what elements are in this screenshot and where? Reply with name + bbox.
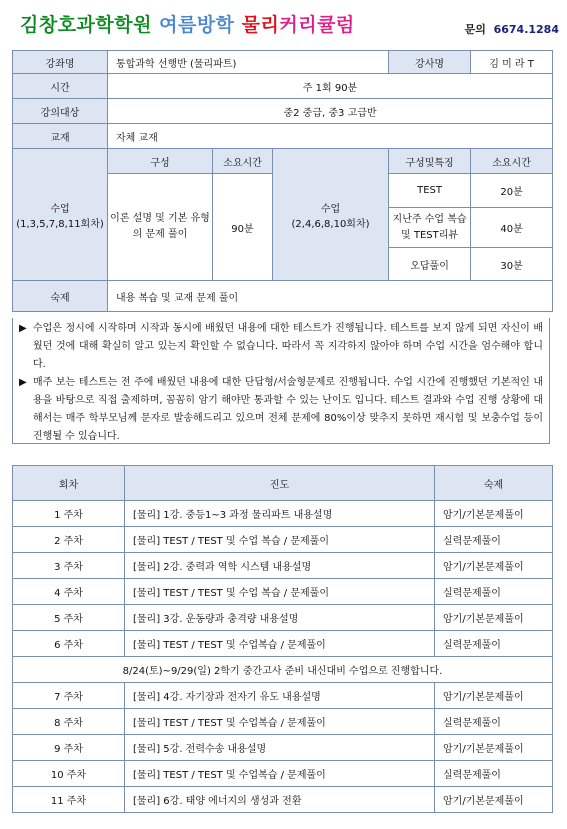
note-2-text: 매주 보는 테스트는 전 주에 배웠던 내용에 대한 단답형/서술형문제로 진행됩니다. 수업 시간에 진행했던 기본적인 내용을 바탕으로 직접 출제하며, 꼼꼼히 암기 해야만 통과할 수 있는 난이도 입니다. 테스트 결과와 수업 진행 상황에 대해서는 매주 학부모님께 문자로 발송해드리고 있으며 전체 문제에 80%이상 맞추지 못하면 재시험 및 보충수업 등이 진행될 수 있습니다. [33, 377, 543, 442]
class-b-time-header: 소요시간 [471, 149, 553, 174]
time-label: 시간 [13, 74, 108, 99]
table-row [13, 579, 553, 605]
note-1-text: 수업은 정시에 시작하며 시작과 동시에 배웠던 내용에 대한 테스트가 진행됩니다. 테스트를 보지 않게 되면 자신이 배웠던 것에 대해 확실히 알고 있는지 확인할 수 없습니다. 따라서 꼭 지각하지 않아야 하며 수업 시간을 엄수해야 합니다. [33, 323, 543, 370]
contact-label: 문의 [464, 23, 486, 36]
progress-cell: [물리] TEST / TEST 및 수업 복습 / 문제풀이 [125, 527, 435, 553]
progress-cell: [물리] 4강. 자기장과 전자기 유도 내용설명 [125, 683, 435, 709]
course-label: 강좌명 [13, 51, 108, 74]
homework-cell: 암기/기본문제풀이 [435, 735, 553, 761]
class-a-comp-value: 이론 설명 및 기본 유형의 문제 풀이 [108, 174, 213, 281]
progress-cell: [물리] 5강. 전력수송 내용설명 [125, 735, 435, 761]
bullet-icon: ▶ [19, 323, 27, 334]
week-cell: 9 주차 [13, 735, 125, 761]
class-b-comp-wrong: 오답풀이 [389, 248, 471, 281]
table-row [13, 683, 553, 709]
week-cell: 2 주차 [13, 527, 125, 553]
week-cell: 7 주차 [13, 683, 125, 709]
page-header [0, 0, 567, 50]
break-notice: 8/24(토)~9/29(일) 2학기 중간고사 준비 내신대비 수업으로 진행합니다. [13, 657, 553, 683]
class-b-comp-test: TEST [389, 174, 471, 208]
course-value: 통합과학 선행반 (물리파트) [108, 51, 389, 74]
header-homework: 숙제 [435, 466, 553, 501]
course-info-table [12, 50, 553, 312]
class-a-comp-header: 구성 [108, 149, 213, 174]
material-value: 자체 교재 [108, 124, 553, 149]
week-cell: 8 주차 [13, 709, 125, 735]
class-a-time-value: 90분 [213, 174, 273, 281]
page-title [20, 10, 355, 37]
teacher-label: 강사명 [389, 51, 471, 74]
note-2 [13, 374, 549, 446]
week-cell: 1 주차 [13, 501, 125, 527]
table-row [13, 605, 553, 631]
class-a-time-header: 소요시간 [213, 149, 273, 174]
progress-cell: [물리] 1강. 중등1~3 과정 물리파트 내용설명 [125, 501, 435, 527]
note-1 [13, 320, 549, 374]
notes-box [12, 318, 550, 444]
homework-cell: 실력문제풀이 [435, 709, 553, 735]
homework-cell: 실력문제풀이 [435, 579, 553, 605]
schedule-table [12, 465, 553, 813]
week-cell: 6 주차 [13, 631, 125, 657]
week-cell: 3 주차 [13, 553, 125, 579]
class-b-time-review: 40분 [471, 208, 553, 248]
homework-label: 숙제 [13, 281, 108, 312]
table-row [13, 761, 553, 787]
class-b-comp-review: 지난주 수업 복습 및 TEST리뷰 [389, 208, 471, 248]
homework-cell: 암기/기본문제풀이 [435, 553, 553, 579]
header-progress: 진도 [125, 466, 435, 501]
progress-cell: [물리] TEST / TEST 및 수업복습 / 문제풀이 [125, 709, 435, 735]
table-row [13, 527, 553, 553]
table-row [13, 553, 553, 579]
progress-cell: [물리] 6강. 태양 에너지의 생성과 전환 [125, 787, 435, 813]
class-b-label: 수업 [320, 203, 341, 215]
progress-cell: [물리] TEST / TEST 및 수업복습 / 문제풀이 [125, 761, 435, 787]
material-label: 교재 [13, 124, 108, 149]
table-row [13, 787, 553, 813]
homework-cell: 암기/기본문제풀이 [435, 683, 553, 709]
homework-value: 내용 복습 및 교재 문제 풀이 [108, 281, 553, 312]
class-b-time-test: 20분 [471, 174, 553, 208]
week-cell: 4 주차 [13, 579, 125, 605]
class-b-comp-header: 구성및특징 [389, 149, 471, 174]
week-cell: 11 주차 [13, 787, 125, 813]
class-b-time-wrong: 30분 [471, 248, 553, 281]
class-b-cell [273, 149, 389, 281]
homework-cell: 암기/기본문제풀이 [435, 787, 553, 813]
homework-cell: 실력문제풀이 [435, 527, 553, 553]
header-week: 회차 [13, 466, 125, 501]
title-season: 여름방학 [159, 14, 235, 36]
progress-cell: [물리] TEST / TEST 및 수업복습 / 문제풀이 [125, 631, 435, 657]
contact-number: 6674.1284 [493, 23, 559, 36]
table-row [13, 501, 553, 527]
title-academy: 김창호과학학원 [20, 14, 152, 36]
homework-cell: 실력문제풀이 [435, 631, 553, 657]
title-subject: 물리 [241, 14, 280, 36]
progress-cell: [물리] TEST / TEST 및 수업 복습 / 문제풀이 [125, 579, 435, 605]
table-row [13, 631, 553, 657]
week-cell: 5 주차 [13, 605, 125, 631]
contact-info [465, 21, 559, 37]
homework-cell: 암기/기본문제풀이 [435, 605, 553, 631]
class-a-sessions: (1,3,5,7,8,11회차) [16, 218, 104, 230]
title-curriculum: 커리큘럼 [279, 14, 355, 36]
target-label: 강의대상 [13, 99, 108, 124]
bullet-icon: ▶ [19, 377, 27, 388]
class-b-sessions: (2,4,6,8,10회차) [291, 218, 370, 230]
table-row [13, 709, 553, 735]
progress-cell: [물리] 3강. 운동량과 충격량 내용설명 [125, 605, 435, 631]
table-row [13, 735, 553, 761]
progress-cell: [물리] 2강. 중력과 역학 시스템 내용설명 [125, 553, 435, 579]
homework-cell: 암기/기본문제풀이 [435, 501, 553, 527]
time-value: 주 1회 90분 [108, 74, 553, 99]
week-cell: 10 주차 [13, 761, 125, 787]
homework-cell: 실력문제풀이 [435, 761, 553, 787]
table-row [13, 657, 553, 683]
teacher-value: 김 미 라 T [471, 51, 553, 74]
class-a-label: 수업 [50, 203, 70, 215]
target-value: 중2 중급, 중3 고급반 [108, 99, 553, 124]
class-a-cell [13, 149, 108, 281]
